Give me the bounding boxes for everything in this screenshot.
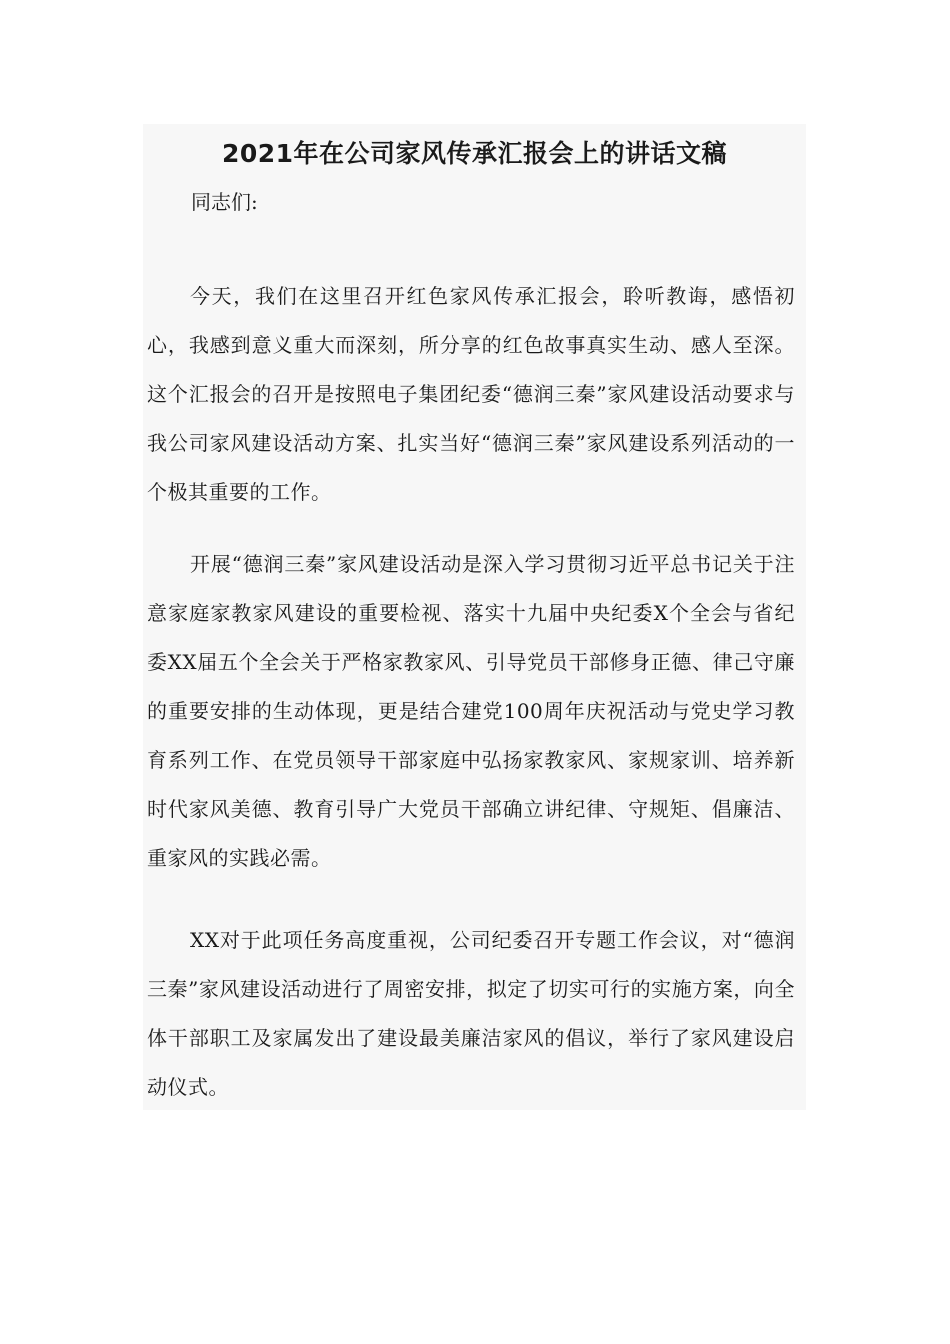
salutation: 同志们:: [191, 190, 258, 214]
paragraph-1: 今天，我们在这里召开红色家风传承汇报会，聆听教诲，感悟初心，我感到意义重大而深刻，所分享的红色故事真实生动、感人至深。这个汇报会的召开是按照电子集团纪委“德润三秦”家风建设活动要求与我公司家风建设活动方案、扎实当好“德润三秦”家风建设系列活动的一个极其重要的工作。: [147, 284, 795, 504]
document-title: 2021年在公司家风传承汇报会上的讲话文稿: [221, 139, 728, 168]
paragraph-2: 开展“德润三秦”家风建设活动是深入学习贯彻习近平总书记关于注意家庭家教家风建设的重要检视、落实十九届中央纪委X个全会与省纪委XX届五个全会关于严格家教家风、引导党员干部修身正德、律己守廉的重要安排的生动体现，更是结合建党100周年庆祝活动与党史学习教育系列工作、在党员领导干部家庭中弘扬家教家风、家规家训、培养新时代家风美德、教育引导广大党员干部确立讲纪律、守规矩、倡廉洁、重家风的实践必需。: [147, 552, 795, 870]
paragraph-3: XX对于此项任务高度重视，公司纪委召开专题工作会议，对“德润三秦”家风建设活动进行了周密安排，拟定了切实可行的实施方案，向全体干部职工及家属发出了建设最美廉洁家风的倡议，举行了家风建设启动仪式。: [147, 928, 795, 1099]
